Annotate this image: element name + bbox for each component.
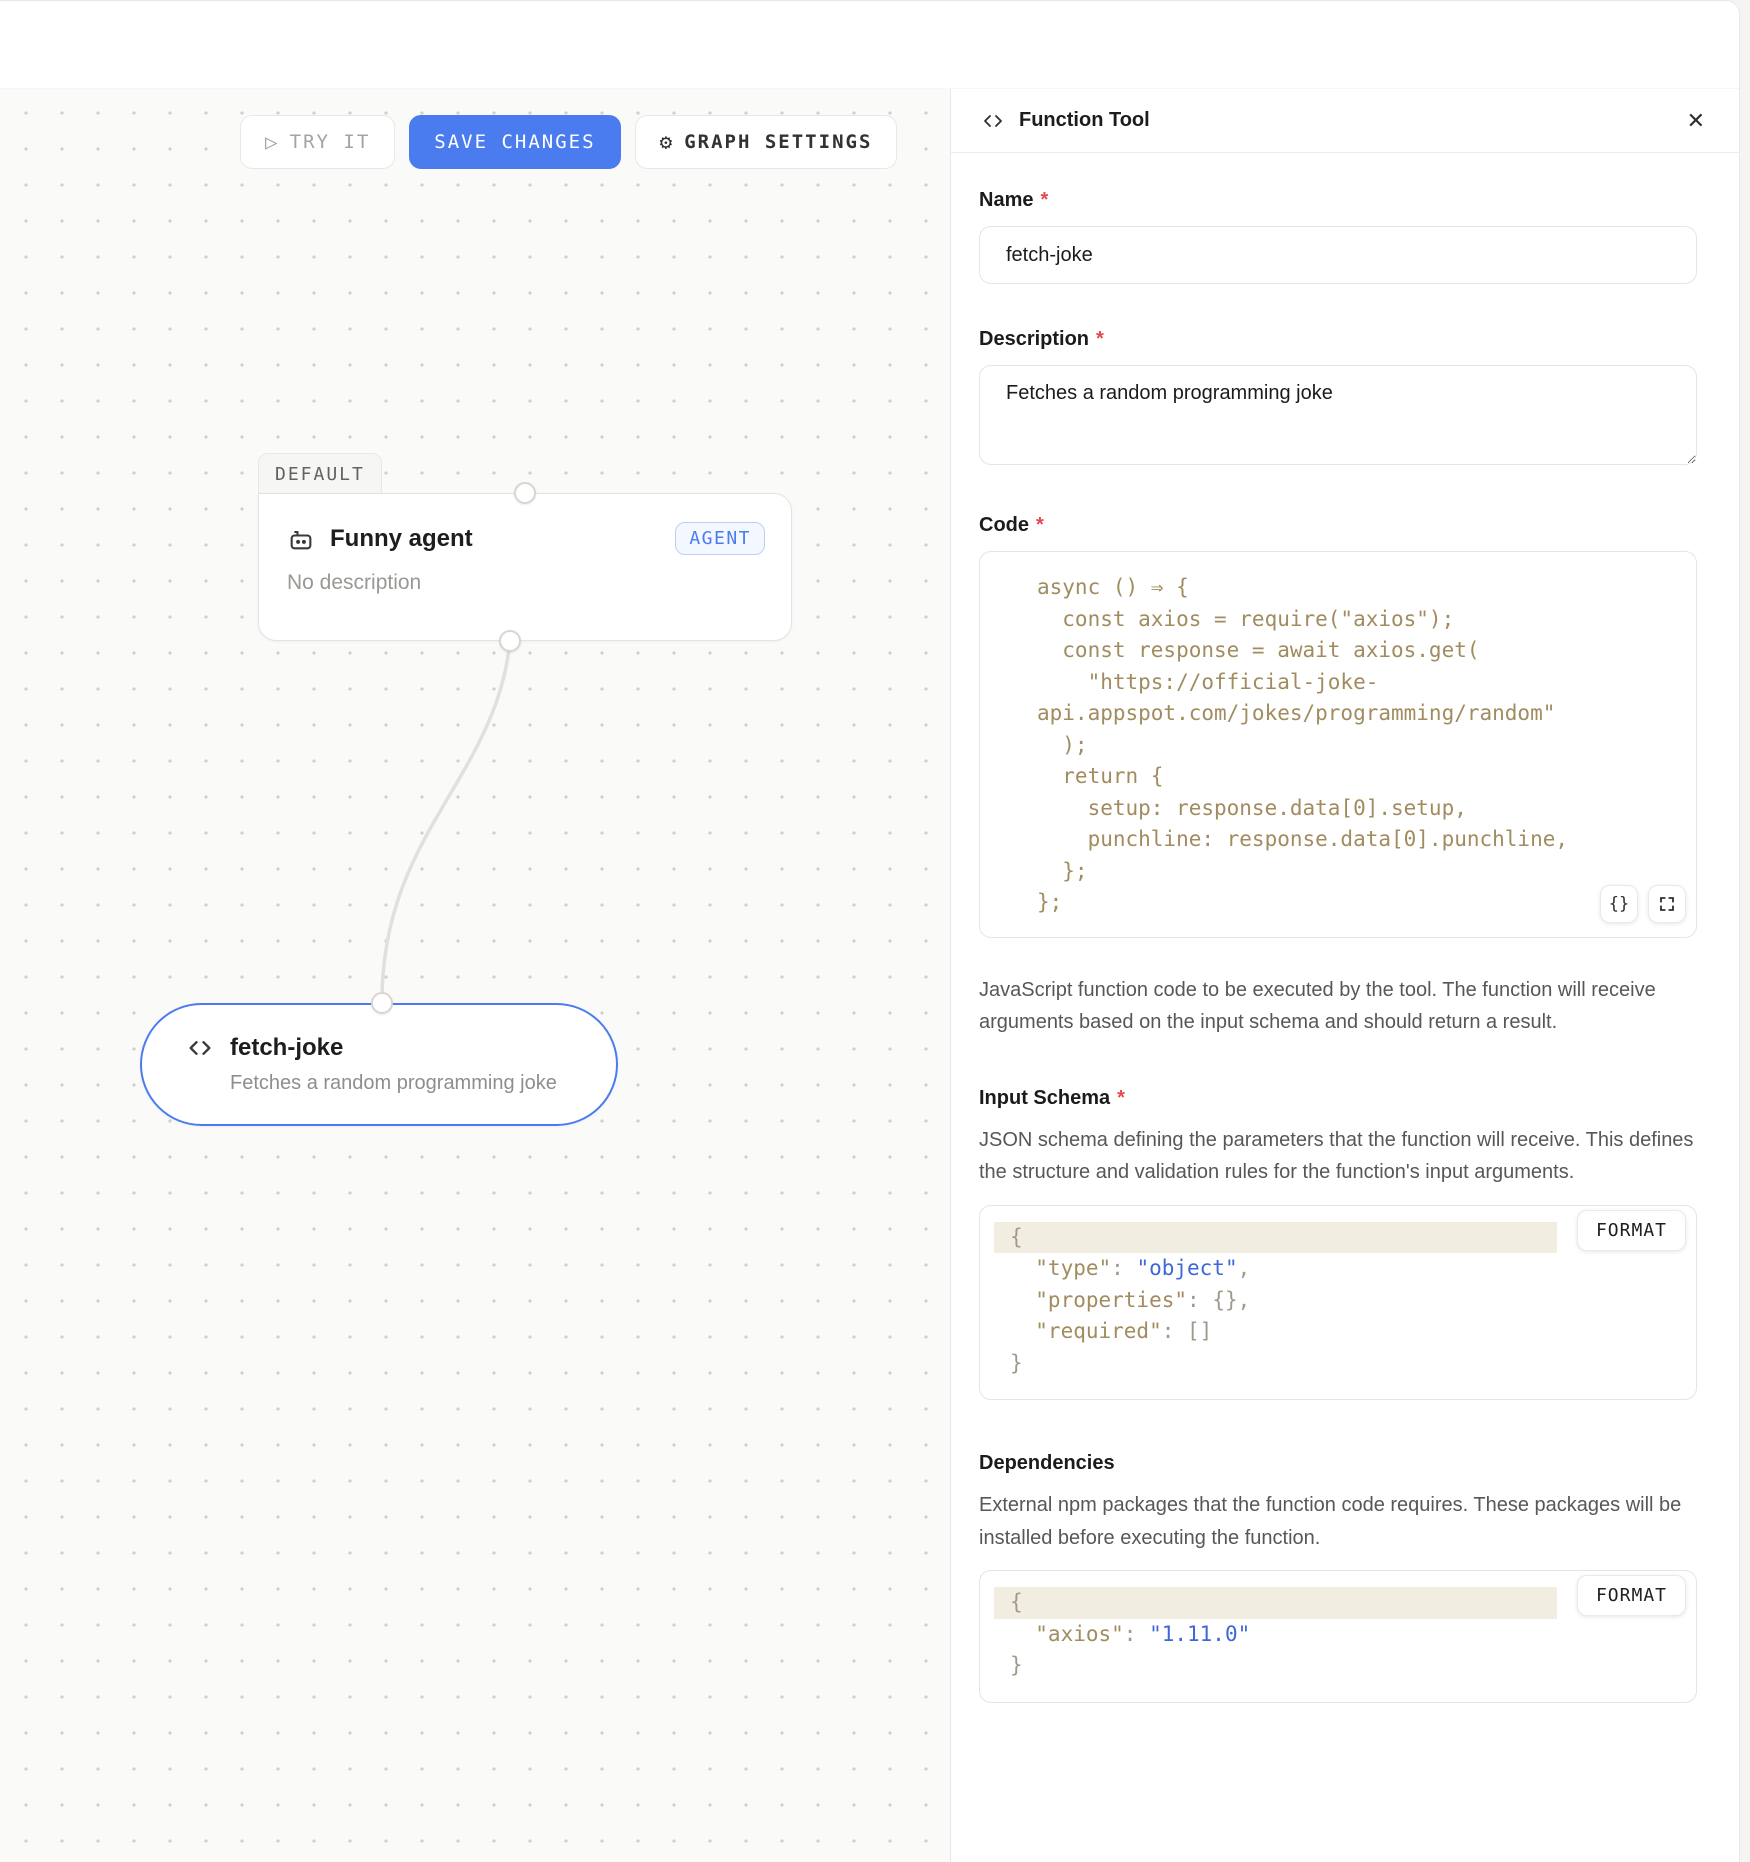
format-code-button[interactable]: {} xyxy=(1600,885,1638,923)
dependencies-editor[interactable]: FORMAT { "axios": "1.11.0" } xyxy=(979,1570,1697,1703)
panel-header xyxy=(951,89,1739,153)
input-schema-help-text: JSON schema defining the parameters that the function will receive. This defines the structure and validation rules for the function's input arguments. xyxy=(979,1128,1694,1183)
tool-node-description: Fetches a random programming joke xyxy=(230,1072,557,1094)
name-input[interactable] xyxy=(979,226,1697,284)
code-help-text: JavaScript function code to be executed by the tool. The function will receive arguments based on the input schema and should return a result. xyxy=(979,978,1656,1033)
tool-node-title: fetch-joke xyxy=(230,1034,344,1061)
description-textarea[interactable] xyxy=(979,365,1697,465)
panel-title: Function Tool xyxy=(1019,109,1150,131)
try-it-button[interactable]: ▷ TRY IT xyxy=(240,115,395,169)
node-edge xyxy=(0,89,950,1862)
code-icon xyxy=(981,109,1005,133)
graph-settings-button[interactable]: ⚙ GRAPH SETTINGS xyxy=(635,115,898,169)
save-changes-button[interactable]: SAVE CHANGES xyxy=(409,115,620,169)
format-dependencies-button[interactable]: FORMAT xyxy=(1577,1575,1686,1616)
dependencies-help-text: External npm packages that the function code requires. These packages will be installed before executing the function. xyxy=(979,1494,1682,1549)
function-tool-panel xyxy=(950,89,1739,1862)
gear-icon: ⚙ xyxy=(659,130,673,154)
agent-type-badge: AGENT xyxy=(675,522,765,555)
dependencies-label: Dependencies xyxy=(979,1452,1115,1474)
top-bar xyxy=(0,1,1739,89)
required-asterisk: * xyxy=(1040,189,1049,211)
format-schema-button[interactable]: FORMAT xyxy=(1577,1210,1686,1251)
close-panel-button[interactable]: ✕ xyxy=(1686,107,1705,133)
agent-node-title: Funny agent xyxy=(330,524,473,552)
description-label: Description * xyxy=(979,328,1104,350)
canvas-toolbar xyxy=(240,115,897,169)
required-asterisk: * xyxy=(1096,328,1104,350)
graph-canvas[interactable] xyxy=(0,89,950,1862)
code-label: Code * xyxy=(979,514,1044,536)
code-icon xyxy=(186,1034,214,1062)
agent-node[interactable] xyxy=(258,493,792,641)
agent-output-handle[interactable] xyxy=(499,630,521,652)
required-asterisk: * xyxy=(1117,1086,1125,1109)
agent-input-handle[interactable] xyxy=(514,482,536,504)
expand-editor-button[interactable] xyxy=(1648,885,1686,923)
group-label-default[interactable]: DEFAULT xyxy=(258,453,382,494)
robot-icon xyxy=(287,525,315,553)
panel-body xyxy=(951,153,1739,1743)
name-label: Name * xyxy=(979,189,1049,211)
input-schema-label: Input Schema * xyxy=(979,1086,1125,1109)
expand-icon xyxy=(1658,895,1676,913)
agent-node-description: No description xyxy=(287,571,422,594)
required-asterisk: * xyxy=(1036,514,1044,536)
play-icon: ▷ xyxy=(265,130,278,154)
input-schema-editor[interactable]: FORMAT { "type": "object", "properties": {}, "required": [] } xyxy=(979,1205,1697,1401)
tool-node-fetch-joke[interactable] xyxy=(140,1003,618,1126)
code-editor[interactable]: {} async () ⇒ { const axios = require("axios"); const response = await axios.get( "https://official-joke- api.appspot.com/jokes/programming/random" ); return { setup: response.data[0].setup, punchline: response.data[0].punchline, }; }; xyxy=(979,551,1697,938)
tool-input-handle[interactable] xyxy=(371,992,393,1014)
